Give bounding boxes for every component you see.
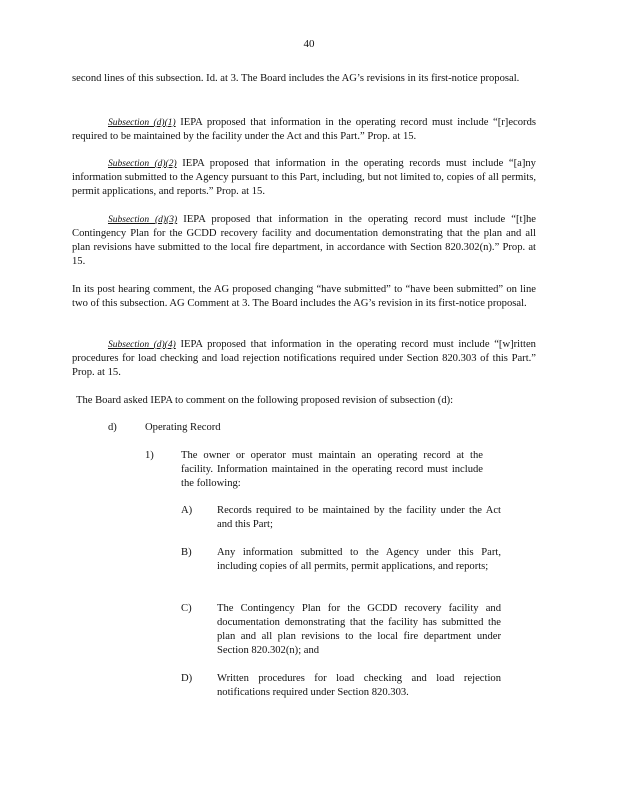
subsection-d1-text: IEPA proposed that information in the operating record must include “[r]ecords required to be maintained by the facility under the Act and this Part.” Prop. at 15. — [72, 117, 536, 142]
page-number: 40 — [303, 38, 315, 50]
paragraph-subsection-d2 — [72, 157, 536, 199]
item-1-text: The owner or operator must maintain an operating record at the facility. Information maintained in the operating record must include the following: — [181, 450, 483, 489]
sub-item-a-label: A) — [181, 505, 193, 516]
paragraph-board-request — [76, 394, 536, 408]
board-request-text: The Board asked IEPA to comment on the following proposed revision of subsection (d): — [76, 395, 454, 406]
sub-item-b-label: B) — [181, 547, 192, 558]
paragraph-1-text: second lines of this subsection. Id. at 3. The Board includes the AG’s revisions in its first-notice proposal. — [72, 73, 520, 84]
paragraph-subsection-d4 — [72, 338, 536, 380]
paragraph-subsection-d3 — [72, 213, 536, 269]
paragraph-subsection-d1 — [72, 116, 536, 144]
paragraph-1 — [72, 72, 536, 86]
sub-item-d-text: Written procedures for load checking and load rejection notifications required under Section 820.303. — [217, 673, 501, 698]
sub-item-c-text: The Contingency Plan for the GCDD recovery facility and documentation demonstrating that the facility has submitted the plan and all plan revisions to the local fire department under Section 820.302(n); and — [217, 603, 501, 656]
section-d-title: Operating Record — [145, 422, 221, 433]
subsection-d2-text: IEPA proposed that information in the operating records must include “[a]ny information submitted to the Agency pursuant to this Part, including, but not limited to, copies of all permits, permit applications, and reports.” Prop. at 15. — [72, 158, 536, 197]
sub-item-a-text: Records required to be maintained by the facility under the Act and this Part; — [217, 505, 501, 530]
paragraph-ag-comment — [72, 283, 536, 311]
sub-item-c-label: C) — [181, 603, 192, 614]
sub-item-d-label: D) — [181, 673, 193, 684]
subsection-d4-heading: Subsection (d)(4) — [108, 340, 176, 350]
subsection-d4-text: IEPA proposed that information in the operating record must include “[w]ritten procedures for load checking and load rejection notifications required under Section 820.303 of this Part.” Prop. at 15. — [72, 339, 536, 378]
subsection-d1-heading: Subsection (d)(1) — [108, 118, 176, 128]
section-d-label: d) — [108, 422, 117, 433]
subsection-d3-heading: Subsection (d)(3) — [108, 215, 178, 225]
ag-comment-text: In its post hearing comment, the AG proposed changing “have submitted” to “have been submitted” on line two of this subsection. AG Comment at 3. The Board includes the AG’s revision in its first-notice proposal. — [72, 284, 536, 309]
item-1-label: 1) — [145, 450, 154, 461]
subsection-d3-text: IEPA proposed that information in the operating record must include “[t]he Contingency Plan for the GCDD recovery facility and documentation demonstrating that the plan and all plan revisions have submitted to the local fire department, in accordance with Section 820.302(n).” Prop. at 15. — [72, 214, 536, 267]
sub-item-b-text: Any information submitted to the Agency under this Part, including copies of all permits, permit applications, and reports; — [217, 547, 501, 572]
subsection-d2-heading: Subsection (d)(2) — [108, 159, 177, 169]
